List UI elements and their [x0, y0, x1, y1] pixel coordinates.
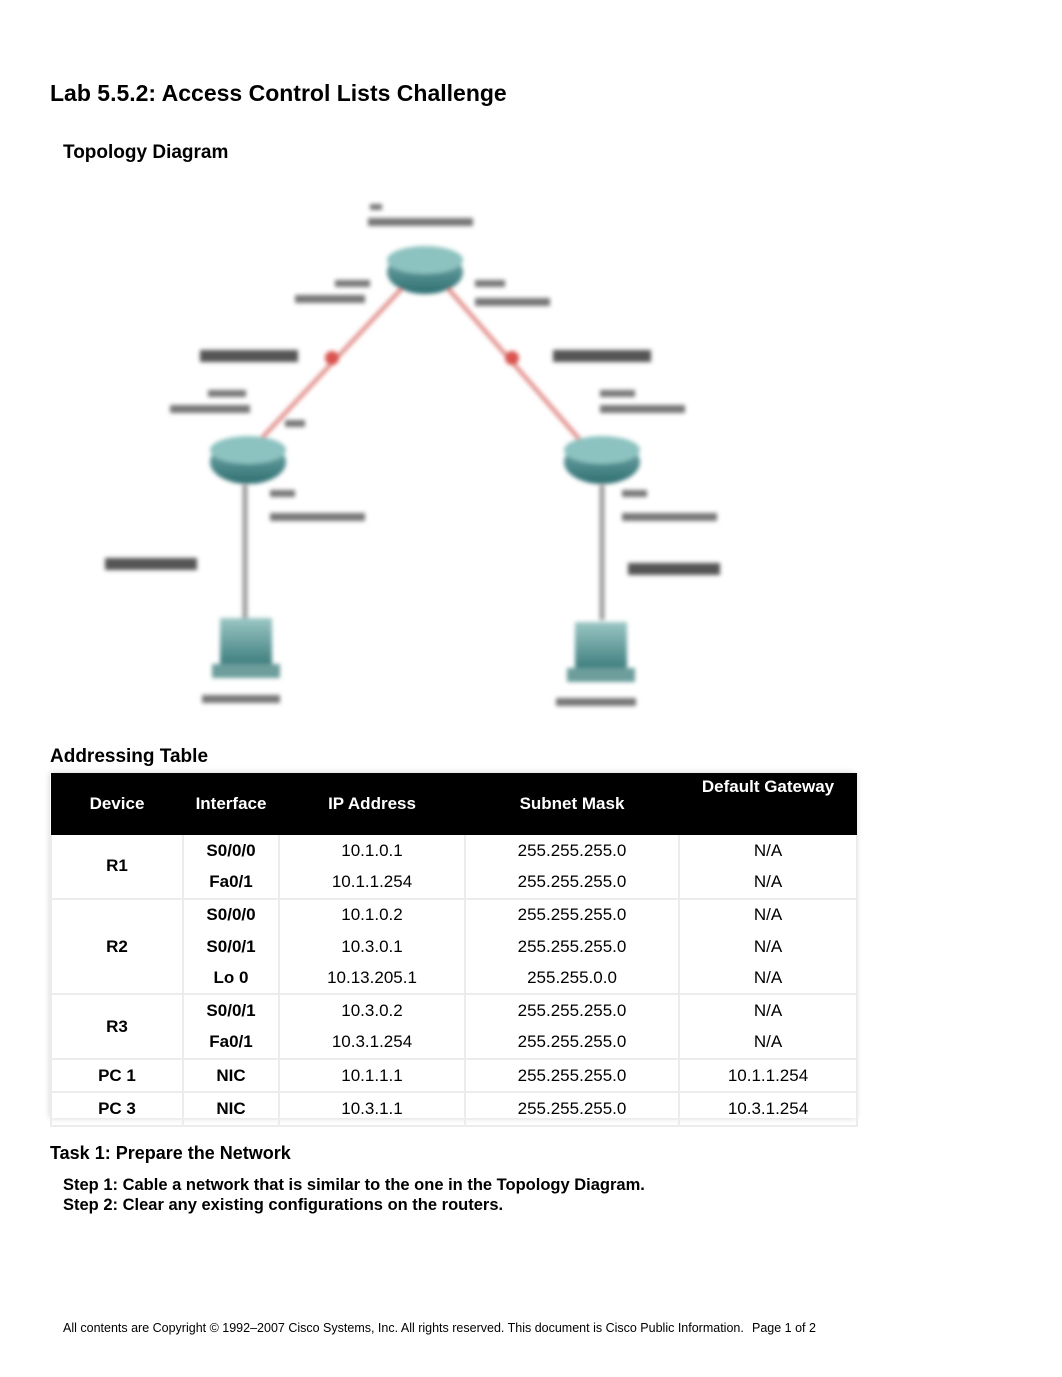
subnet-mask-cell: 255.255.255.0: [465, 899, 679, 931]
ip-address-cell: 10.3.0.2: [279, 994, 465, 1026]
default-gateway-cell: N/A: [679, 899, 857, 931]
router-r3-icon: [564, 436, 640, 484]
interface-cell: S0/0/1: [183, 994, 279, 1026]
col-header-ip-address: IP Address: [279, 773, 465, 835]
footer-page-number: Page 1 of 2: [752, 1321, 816, 1335]
table-row: [51, 899, 857, 931]
table-row: [51, 994, 857, 1026]
subnet-mask-cell: 255.255.255.0: [465, 1027, 679, 1059]
default-gateway-cell: N/A: [679, 835, 857, 866]
interface-cell: S0/0/0: [183, 899, 279, 931]
subnet-mask-cell: 255.255.255.0: [465, 1059, 679, 1092]
subnet-mask-cell: 255.255.255.0: [465, 1092, 679, 1125]
interface-cell: Lo 0: [183, 962, 279, 994]
pc1-icon: [212, 618, 280, 678]
pc3-icon: [567, 622, 635, 682]
default-gateway-cell: 10.3.1.254: [679, 1092, 857, 1125]
subnet-mask-cell: 255.255.255.0: [465, 931, 679, 962]
default-gateway-cell: N/A: [679, 931, 857, 962]
interface-cell: S0/0/1: [183, 931, 279, 962]
topology-diagram: [90, 190, 750, 720]
task1-step-2: Step 2: Clear any existing configurations on the routers.: [63, 1196, 504, 1214]
ip-address-cell: 10.1.0.2: [279, 899, 465, 931]
default-gateway-cell: N/A: [679, 1027, 857, 1059]
default-gateway-cell: 10.1.1.254: [679, 1059, 857, 1092]
task1-heading: Task 1: Prepare the Network: [50, 1143, 291, 1163]
router-r2-icon: [387, 246, 463, 294]
router-r1-icon: [210, 436, 286, 484]
table-row: [51, 1059, 857, 1092]
table-header-row: [51, 773, 857, 835]
col-header-interface: Interface: [183, 773, 279, 835]
ip-address-cell: 10.1.1.254: [279, 866, 465, 898]
ip-address-cell: 10.13.205.1: [279, 962, 465, 994]
document-title: Lab 5.5.2: Access Control Lists Challenge: [50, 80, 507, 106]
default-gateway-cell: N/A: [679, 994, 857, 1026]
subnet-mask-cell: 255.255.0.0: [465, 962, 679, 994]
interface-cell: Fa0/1: [183, 1027, 279, 1059]
table-row: [51, 835, 857, 866]
addressing-table-heading: Addressing Table: [50, 746, 209, 767]
interface-cell: S0/0/0: [183, 835, 279, 866]
col-header-device: Device: [51, 773, 183, 835]
ip-address-cell: 10.3.0.1: [279, 931, 465, 962]
device-cell: PC 1: [51, 1059, 183, 1092]
col-header-subnet-mask: Subnet Mask: [465, 773, 679, 835]
device-cell: R1: [51, 835, 183, 899]
ip-address-cell: 10.3.1.254: [279, 1027, 465, 1059]
subnet-mask-cell: 255.255.255.0: [465, 835, 679, 866]
task1-step-1: Step 1: Cable a network that is similar to the one in the Topology Diagram.: [63, 1176, 645, 1194]
topology-heading: Topology Diagram: [63, 142, 229, 163]
col-header-default-gateway: Default Gateway: [679, 773, 857, 835]
addressing-table: [50, 773, 856, 1118]
default-gateway-cell: N/A: [679, 866, 857, 898]
topology-svg: [90, 190, 750, 720]
subnet-mask-cell: 255.255.255.0: [465, 994, 679, 1026]
default-gateway-cell: N/A: [679, 962, 857, 994]
subnet-mask-cell: 255.255.255.0: [465, 866, 679, 898]
device-cell: R2: [51, 899, 183, 995]
footer-copyright: All contents are Copyright © 1992–2007 Cisco Systems, Inc. All rights reserved. This document is Cisco Public Information.: [63, 1321, 744, 1335]
ip-address-cell: 10.1.1.1: [279, 1059, 465, 1092]
device-cell: R3: [51, 994, 183, 1059]
table-row: [51, 1092, 857, 1125]
ip-address-cell: 10.1.0.1: [279, 835, 465, 866]
interface-cell: NIC: [183, 1059, 279, 1092]
device-cell: PC 3: [51, 1092, 183, 1125]
interface-cell: NIC: [183, 1092, 279, 1125]
interface-cell: Fa0/1: [183, 866, 279, 898]
ip-address-cell: 10.3.1.1: [279, 1092, 465, 1125]
